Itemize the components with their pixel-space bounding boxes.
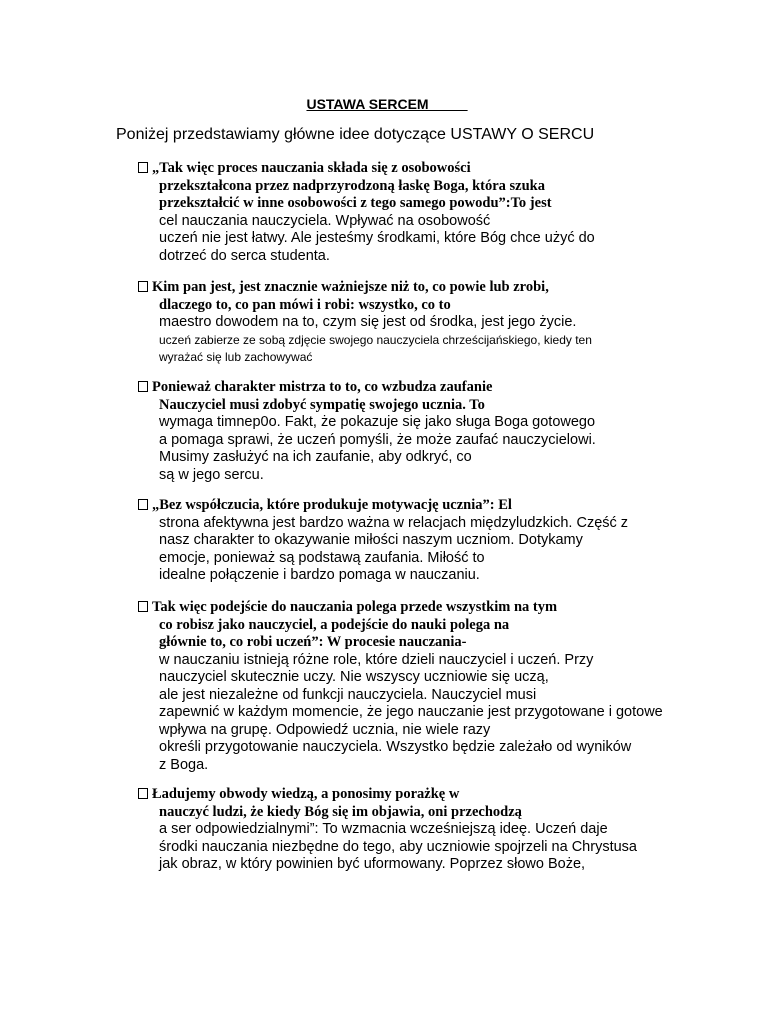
bullet-bold-text: głównie to, co robi uczeń”: W procesie nauczania- xyxy=(159,634,467,650)
bullet-bold-text: Ładujemy obwody wiedzą, a ponosimy porażkę w xyxy=(152,786,460,802)
bullet-body-line: emocje, ponieważ są podstawą zaufania. Miłość to xyxy=(159,549,485,566)
bullet-bold-line xyxy=(159,804,768,822)
bullet-item xyxy=(0,379,768,484)
bullet-item xyxy=(0,160,768,265)
bullet-bold-text: Tak więc podejście do nauczania polega przede wszystkim na tym xyxy=(152,599,558,615)
bullet-body-line: a ser odpowiedzialnymi”: To wzmacnia wcześniejszą ideę. Uczeń daje xyxy=(159,821,608,837)
bullet-bold-text: przekształcić w inne osobowości z tego samego powodu”:To jest xyxy=(159,195,552,211)
bullet-body-line: jak obraz, w który powinien być uformowany. Poprzez słowo Boże, xyxy=(159,856,586,872)
bullet-item xyxy=(0,279,768,367)
bullet-body-line: idealne połączenie i bardzo pomaga w nauczaniu. xyxy=(159,567,480,583)
bullet-body-line: dotrzeć do serca studenta. xyxy=(159,247,330,264)
bullet-bold-line xyxy=(138,786,768,804)
missing-glyph-icon xyxy=(138,162,148,173)
bullet-body-line: uczeń nie jest łatwy. Ale jesteśmy środkami, które Bóg chce użyć do xyxy=(159,230,595,246)
bullet-bold-line xyxy=(138,379,768,397)
bullet-bold-line xyxy=(138,279,768,297)
bullet-bold-text: Kim pan jest, jest znacznie ważniejsze niż to, co powie lub zrobi, xyxy=(152,279,549,295)
bullet-body-line: nauczyciel skutecznie uczy. Nie wszyscy uczniowie się uczą, xyxy=(159,669,549,685)
bullet-item xyxy=(0,599,768,774)
intro-paragraph: Poniżej przedstawiamy główne idee dotyczące USTAWY O SERCU xyxy=(116,126,595,143)
bullet-bold-text: Ponieważ charakter mistrza to to, co wzbudza zaufanie xyxy=(152,379,493,395)
bullet-item xyxy=(0,786,768,874)
bullet-bold-line xyxy=(159,195,768,213)
missing-glyph-icon xyxy=(138,381,148,392)
bullet-bold-line xyxy=(138,599,768,617)
bullet-bold-text: Nauczyciel musi zdobyć sympatię swojego ucznia. To xyxy=(159,396,485,413)
bullet-body-line: a pomaga sprawi, że uczeń pomyśli, że może zaufać nauczycielowi. xyxy=(159,431,596,448)
bullet-body-line: są w jego sercu. xyxy=(159,466,264,483)
missing-glyph-icon xyxy=(138,601,148,612)
bullet-body-line: wpływa na grupę. Odpowiedź ucznia, nie wiele razy xyxy=(159,721,491,738)
missing-glyph-icon xyxy=(138,499,148,510)
bullet-small-line: uczeń zabierze ze sobą zdjęcie swojego nauczyciela chrześcijańskiego, kiedy ten xyxy=(159,332,592,347)
bullet-body-line: maestro dowodem na to, czym się jest od środka, jest jego życie. xyxy=(159,314,577,330)
bullet-body-line: w nauczaniu istnieją różne role, które dzieli nauczyciel i uczeń. Przy xyxy=(159,651,594,668)
bullet-body-line: ale jest niezależne od funkcji nauczyciela. Nauczyciel musi xyxy=(159,686,537,703)
bullet-item xyxy=(0,497,768,585)
bullet-body-line: z Boga. xyxy=(159,756,209,773)
bullet-body-line: nasz charakter to okazywanie miłości naszym uczniom. Dotykamy xyxy=(159,532,583,548)
bullet-body-line: wymaga timnep0o. Fakt, że pokazuje się jako sługa Boga gotowego xyxy=(159,414,596,430)
bullet-bold-text: przekształcona przez nadprzyrodzoną łaskę Boga, która szuka xyxy=(159,177,545,194)
bullet-small-line: wyrażać się lub zachowywać xyxy=(159,350,313,364)
bullet-body-line: określi przygotowanie nauczyciela. Wszystko będzie zależało od wyników xyxy=(159,739,632,755)
page-title: USTAWA SERCEM_____ xyxy=(306,96,468,112)
bullet-body-line: zapewnić w każdym momencie, że jego nauczanie jest przygotowane i gotowe xyxy=(159,704,663,720)
bullet-bold-text: „Tak więc proces nauczania składa się z osobowości xyxy=(152,160,471,176)
bullet-body-line: środki nauczania niezbędne do tego, aby uczniowie spojrzeli na Chrystusa xyxy=(159,838,637,855)
bullet-bold-text: nauczyć ludzi, że kiedy Bóg się im objawia, oni przechodzą xyxy=(159,803,522,820)
missing-glyph-icon xyxy=(138,281,148,292)
bullet-bold-line xyxy=(159,397,768,415)
bullet-bold-text: co robisz jako nauczyciel, a podejście do nauki polega na xyxy=(159,616,510,633)
bullet-bold-line xyxy=(159,297,768,315)
missing-glyph-icon xyxy=(138,788,148,799)
bullet-body-line: cel nauczania nauczyciela. Wpływać na osobowość xyxy=(159,212,491,229)
bullet-bold-line xyxy=(159,634,768,652)
bullet-body-line: strona afektywna jest bardzo ważna w relacjach międzyludzkich. Część z xyxy=(159,514,629,531)
bullet-bold-line xyxy=(138,497,768,515)
bullet-bold-line xyxy=(138,160,768,178)
bullet-bold-text: „Bez współczucia, które produkuje motywację ucznia”: El xyxy=(152,497,512,513)
bullet-bold-line xyxy=(159,617,768,635)
bullet-body-line: Musimy zasłużyć na ich zaufanie, aby odkryć, co xyxy=(159,449,472,465)
bullet-bold-line xyxy=(159,178,768,196)
bullet-bold-text: dlaczego to, co pan mówi i robi: wszystko, co to xyxy=(159,296,451,313)
